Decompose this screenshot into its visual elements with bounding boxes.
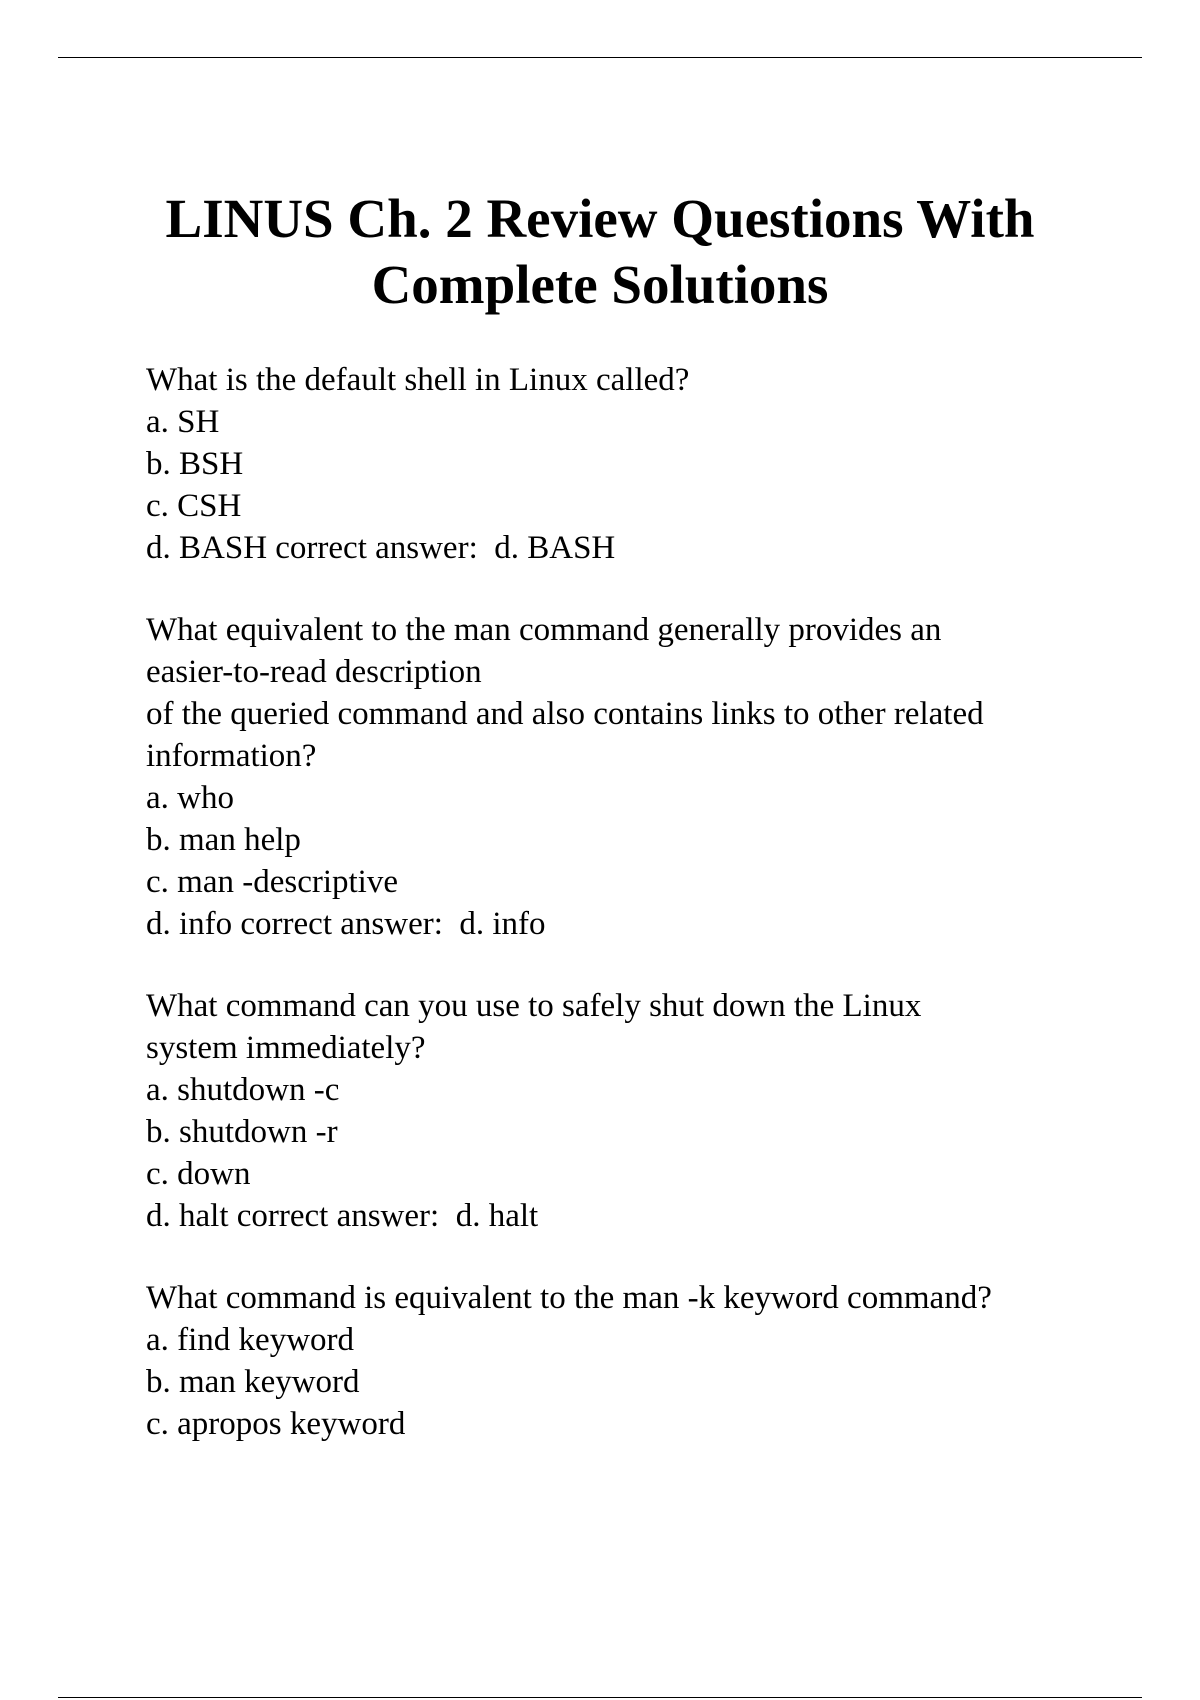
title-line-1: LINUS Ch. 2 Review Questions With — [165, 188, 1035, 249]
question-text: What equivalent to the man command generally provides an — [146, 612, 942, 648]
bottom-rule — [58, 1697, 1142, 1698]
answer-option-with-correct-answer: d. BASH correct answer: d. BASH — [146, 530, 616, 566]
answer-option: b. man help — [146, 822, 301, 858]
answer-option: c. down — [146, 1156, 251, 1192]
answer-option: a. shutdown -c — [146, 1072, 340, 1108]
answer-option: a. SH — [146, 404, 220, 440]
question-block-1 — [146, 359, 1100, 569]
question-block-2 — [146, 609, 1100, 945]
question-text: What command can you use to safely shut down the Linux — [146, 988, 922, 1024]
document-title — [80, 186, 1120, 318]
top-rule — [58, 57, 1142, 58]
question-text: easier-to-read description — [146, 654, 482, 690]
question-block-4 — [146, 1277, 1100, 1445]
answer-option: b. BSH — [146, 446, 244, 482]
question-text: What is the default shell in Linux called? — [146, 362, 690, 398]
answer-option: c. apropos keyword — [146, 1406, 406, 1442]
answer-option: c. CSH — [146, 488, 242, 524]
answer-option: b. shutdown -r — [146, 1114, 338, 1150]
answer-option: a. find keyword — [146, 1322, 355, 1358]
answer-option: b. man keyword — [146, 1364, 360, 1400]
question-text: of the queried command and also contains links to other related — [146, 696, 984, 732]
answer-option-with-correct-answer: d. info correct answer: d. info — [146, 906, 546, 942]
question-text: What command is equivalent to the man -k keyword command? — [146, 1280, 992, 1316]
answer-option-with-correct-answer: d. halt correct answer: d. halt — [146, 1198, 539, 1234]
question-text: information? — [146, 738, 317, 774]
answer-option: c. man -descriptive — [146, 864, 398, 900]
answer-option: a. who — [146, 780, 234, 816]
question-block-3 — [146, 985, 1100, 1237]
questions-list — [146, 359, 1100, 1485]
title-line-2: Complete Solutions — [371, 254, 829, 315]
question-text: system immediately? — [146, 1030, 426, 1066]
